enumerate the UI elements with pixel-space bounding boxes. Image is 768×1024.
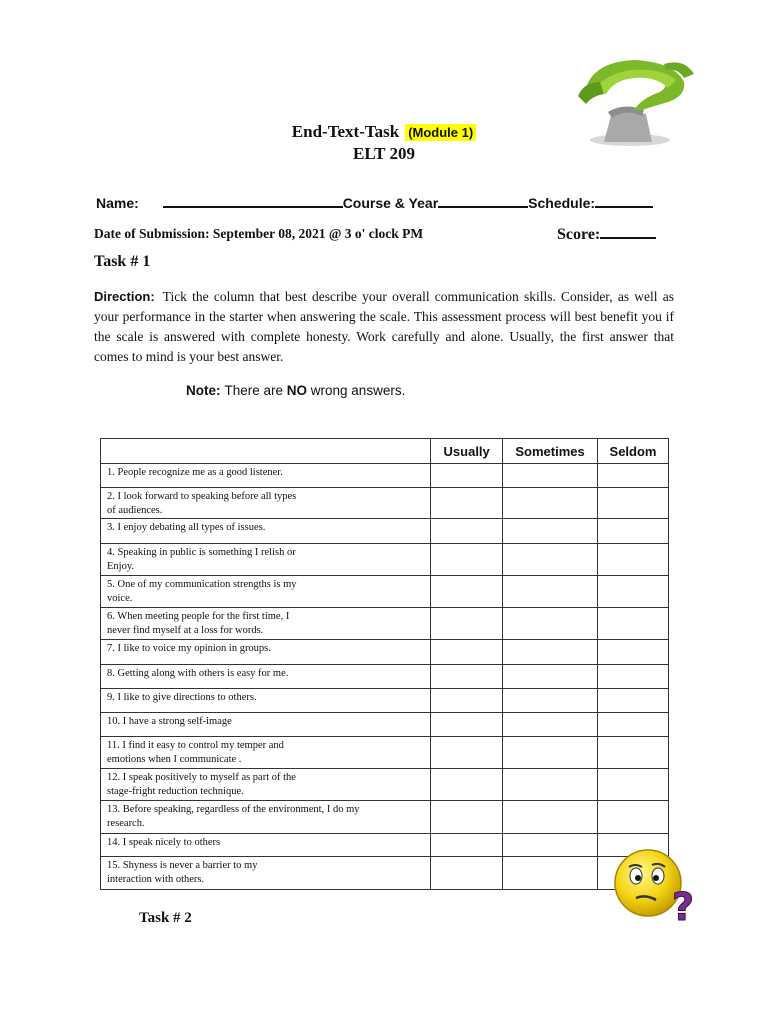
statement-cell: 6. When meeting people for the first time, I never find myself at a loss for words. xyxy=(101,608,431,640)
tick-cell-usually[interactable] xyxy=(431,713,503,737)
tick-cell-seldom[interactable] xyxy=(598,576,669,608)
table-row xyxy=(101,769,669,801)
title-text: End-Text-Task xyxy=(291,122,400,141)
task-1-heading: Task # 1 xyxy=(94,253,151,270)
header-seldom: Seldom xyxy=(598,439,669,464)
statement-cell: 10. I have a strong self-image xyxy=(101,713,431,737)
tick-cell-sometimes[interactable] xyxy=(503,713,598,737)
table-row xyxy=(101,544,669,576)
tick-cell-sometimes[interactable] xyxy=(503,640,598,665)
task-2-heading: Task # 2 xyxy=(139,910,192,926)
tick-cell-usually[interactable] xyxy=(431,488,503,519)
tick-cell-seldom[interactable] xyxy=(598,544,669,576)
score-row xyxy=(557,224,656,244)
schedule-label: Schedule: xyxy=(528,195,596,211)
tick-cell-usually[interactable] xyxy=(431,689,503,713)
tick-cell-usually[interactable] xyxy=(431,544,503,576)
table-row xyxy=(101,488,669,519)
score-field[interactable] xyxy=(600,224,656,239)
tick-cell-usually[interactable] xyxy=(431,801,503,834)
table-row xyxy=(101,713,669,737)
tick-cell-sometimes[interactable] xyxy=(503,769,598,801)
header-statement xyxy=(101,439,431,464)
tick-cell-sometimes[interactable] xyxy=(503,801,598,834)
table-header-row xyxy=(101,439,669,464)
tick-cell-usually[interactable] xyxy=(431,519,503,544)
statement-cell: 13. Before speaking, regardless of the environment, I do my research. xyxy=(101,801,431,834)
table-row xyxy=(101,640,669,665)
name-row xyxy=(96,194,653,211)
statement-cell: 5. One of my communication strengths is my voice. xyxy=(101,576,431,608)
name-field[interactable] xyxy=(163,194,343,208)
tick-cell-usually[interactable] xyxy=(431,737,503,769)
table-row xyxy=(101,608,669,640)
tick-cell-seldom[interactable] xyxy=(598,519,669,544)
note-post: wrong answers. xyxy=(307,383,406,398)
statement-cell: 11. I find it easy to control my temper and emotions when I communicate . xyxy=(101,737,431,769)
table-row xyxy=(101,801,669,834)
course-year-label: Course & Year xyxy=(342,195,439,211)
page-title xyxy=(0,122,768,142)
tick-cell-usually[interactable] xyxy=(431,769,503,801)
tick-cell-seldom[interactable] xyxy=(598,801,669,834)
tick-cell-usually[interactable] xyxy=(431,640,503,665)
course-year-field[interactable] xyxy=(438,194,528,208)
tick-cell-sometimes[interactable] xyxy=(503,519,598,544)
tick-cell-sometimes[interactable] xyxy=(503,737,598,769)
table-row xyxy=(101,519,669,544)
tick-cell-seldom[interactable] xyxy=(598,769,669,801)
tick-cell-sometimes[interactable] xyxy=(503,464,598,488)
tick-cell-seldom[interactable] xyxy=(598,689,669,713)
tick-cell-seldom[interactable] xyxy=(598,640,669,665)
note-pre: There are xyxy=(224,383,287,398)
table-row xyxy=(101,689,669,713)
confused-face-icon xyxy=(604,840,700,930)
tick-cell-usually[interactable] xyxy=(431,464,503,488)
table-row xyxy=(101,665,669,689)
note-label: Note: xyxy=(186,383,221,398)
module-tag: (Module 1) xyxy=(405,124,476,141)
direction-paragraph xyxy=(94,287,674,367)
tick-cell-usually[interactable] xyxy=(431,834,503,857)
statement-cell: 3. I enjoy debating all types of issues. xyxy=(101,519,431,544)
tick-cell-sometimes[interactable] xyxy=(503,689,598,713)
tick-cell-sometimes[interactable] xyxy=(503,857,598,890)
tick-cell-sometimes[interactable] xyxy=(503,544,598,576)
table-row xyxy=(101,464,669,488)
statement-cell: 1. People recognize me as a good listener. xyxy=(101,464,431,488)
header-usually: Usually xyxy=(431,439,503,464)
table-row xyxy=(101,857,669,890)
statement-cell: 14. I speak nicely to others xyxy=(101,834,431,857)
table-row xyxy=(101,834,669,857)
tick-cell-sometimes[interactable] xyxy=(503,665,598,689)
self-assessment-table xyxy=(100,438,669,890)
tick-cell-usually[interactable] xyxy=(431,608,503,640)
direction-label: Direction: xyxy=(94,289,155,304)
score-label: Score: xyxy=(557,226,601,243)
title-block xyxy=(0,122,768,164)
header-sometimes: Sometimes xyxy=(503,439,598,464)
tick-cell-seldom[interactable] xyxy=(598,608,669,640)
course-code: ELT 209 xyxy=(353,144,415,163)
tick-cell-sometimes[interactable] xyxy=(503,834,598,857)
statement-cell: 8. Getting along with others is easy for me. xyxy=(101,665,431,689)
direction-text: Tick the column that best describe your overall communication skills. Consider, as well as your performance in the starter when answering the scale. This assessment process will best benefit you if the scale is answered with complete honesty. Work carefully and alone. Usually, the first answer that comes to mind is your best answer. xyxy=(94,289,674,364)
table-row xyxy=(101,737,669,769)
table-row xyxy=(101,576,669,608)
statement-cell: 7. I like to voice my opinion in groups. xyxy=(101,640,431,665)
note-line xyxy=(186,383,405,398)
statement-cell: 15. Shyness is never a barrier to my interaction with others. xyxy=(101,857,431,890)
date-of-submission: Date of Submission: September 08, 2021 @ 3 o' clock PM xyxy=(94,226,424,241)
note-emphasis: NO xyxy=(286,383,308,398)
tick-cell-sometimes[interactable] xyxy=(503,608,598,640)
svg-text:?: ? xyxy=(672,885,695,929)
statement-cell: 4. Speaking in public is something I relish or Enjoy. xyxy=(101,544,431,576)
tick-cell-sometimes[interactable] xyxy=(503,576,598,608)
tick-cell-seldom[interactable] xyxy=(598,737,669,769)
schedule-field[interactable] xyxy=(595,194,653,208)
tick-cell-usually[interactable] xyxy=(431,665,503,689)
statement-cell: 12. I speak positively to myself as part of the stage-fright reduction technique. xyxy=(101,769,431,801)
statement-cell: 2. I look forward to speaking before all types of audiences. xyxy=(101,488,431,519)
tick-cell-seldom[interactable] xyxy=(598,665,669,689)
tick-cell-seldom[interactable] xyxy=(598,464,669,488)
tick-cell-seldom[interactable] xyxy=(598,488,669,519)
tick-cell-sometimes[interactable] xyxy=(503,488,598,519)
statement-cell: 9. I like to give directions to others. xyxy=(101,689,431,713)
tick-cell-seldom[interactable] xyxy=(598,713,669,737)
name-label: Name: xyxy=(96,195,139,211)
tick-cell-usually[interactable] xyxy=(431,576,503,608)
tick-cell-usually[interactable] xyxy=(431,857,503,890)
